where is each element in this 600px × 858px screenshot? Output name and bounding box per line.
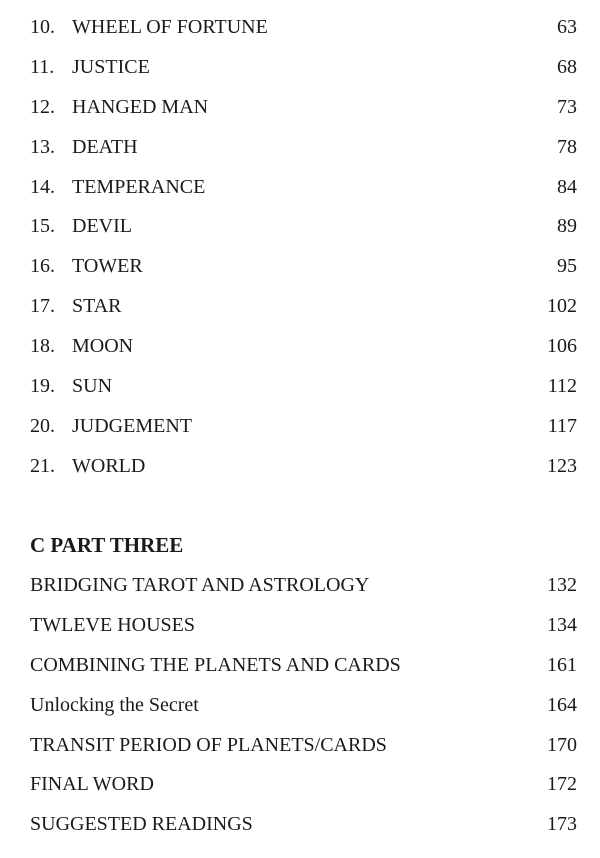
entry-number: 13.: [30, 135, 55, 158]
entry-page-number: 134: [547, 613, 577, 636]
entry-number: 19.: [30, 375, 55, 398]
entry-page-number: 78: [557, 135, 577, 158]
entry-title: SUGGESTED READINGS: [30, 813, 253, 836]
toc-entry: [0, 646, 600, 686]
entry-number: 15.: [30, 215, 55, 238]
toc-entry: [0, 566, 600, 606]
toc-entry: [0, 207, 600, 247]
entry-title: COMBINING THE PLANETS AND CARDS: [30, 653, 401, 676]
entry-page-number: 132: [547, 574, 577, 596]
entry-page-number: 117: [547, 414, 577, 437]
entry-page-number: 95: [557, 255, 577, 278]
entry-number: 18.: [30, 335, 55, 358]
entry-title: DEVIL: [72, 215, 132, 238]
entry-page-number: 89: [557, 215, 577, 238]
entry-title: Unlocking the Secret: [30, 693, 199, 716]
entry-page-number: 112: [547, 375, 577, 398]
entry-page-number: 173: [547, 813, 577, 836]
entry-title: FINAL WORD: [30, 773, 154, 796]
section-heading-part-three: C PART THREE: [30, 533, 184, 557]
toc-entry: [0, 88, 600, 128]
toc-entry: [0, 805, 600, 845]
toc-entry: [0, 8, 600, 48]
entry-page-number: 123: [547, 454, 577, 477]
entry-page-number: 161: [547, 653, 577, 676]
entry-number: 14.: [30, 175, 55, 198]
entry-page-number: 164: [547, 693, 577, 716]
entry-page-number: 63: [557, 16, 577, 38]
entry-title: SUN: [72, 375, 113, 398]
entry-number: 12.: [30, 95, 55, 118]
entry-title: STAR: [72, 295, 122, 318]
entry-page-number: 170: [547, 733, 577, 756]
entry-title: MOON: [72, 335, 134, 358]
entry-page-number: 84: [557, 175, 577, 198]
toc-entry: [0, 168, 600, 208]
entry-title: JUSTICE: [72, 55, 150, 78]
toc-entry: [0, 48, 600, 88]
entry-number: 17.: [30, 295, 55, 318]
entry-title: TEMPERANCE: [72, 175, 206, 198]
toc-entry: [0, 765, 600, 805]
entry-number: 16.: [30, 255, 55, 278]
entry-number: 20.: [30, 414, 55, 437]
toc-list-part-three: [0, 566, 600, 845]
entry-page-number: 102: [547, 295, 577, 318]
entry-page-number: 68: [557, 55, 577, 78]
entry-title: TOWER: [72, 255, 143, 278]
toc-entry: [0, 407, 600, 447]
entry-number: 21.: [30, 454, 55, 477]
entry-page-number: 73: [557, 95, 577, 118]
toc-list-part-two: [0, 8, 600, 487]
toc-entry: [0, 367, 600, 407]
toc-entry: [0, 447, 600, 487]
entry-title: JUDGEMENT: [72, 414, 192, 437]
entry-page-number: 106: [547, 335, 577, 358]
entry-title: DEATH: [72, 135, 138, 158]
entry-number: 11.: [30, 55, 55, 78]
toc-entry: [0, 686, 600, 726]
entry-page-number: 172: [547, 773, 577, 796]
entry-title: WHEEL OF FORTUNE: [72, 16, 268, 38]
entry-title: HANGED MAN: [72, 95, 209, 118]
toc-entry: [0, 327, 600, 367]
entry-title: TRANSIT PERIOD OF PLANETS/CARDS: [30, 733, 387, 756]
entry-title: WORLD: [72, 454, 146, 477]
entry-number: 10.: [30, 16, 55, 38]
entry-title: BRIDGING TAROT AND ASTROLOGY: [30, 574, 370, 596]
toc-entry: [0, 287, 600, 327]
toc-entry: [0, 726, 600, 766]
entry-title: TWLEVE HOUSES: [30, 613, 195, 636]
toc-entry: [0, 606, 600, 646]
toc-entry: [0, 247, 600, 287]
toc-entry: [0, 128, 600, 168]
